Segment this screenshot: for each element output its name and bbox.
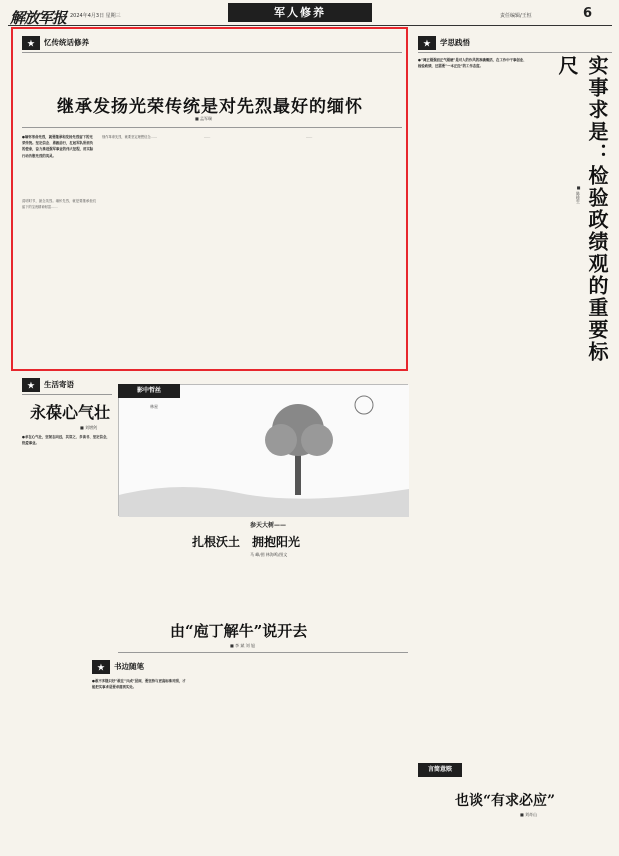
book-body-1 [22, 714, 88, 848]
right-body-2 [418, 380, 514, 738]
right-lead: ●“调正刚强而正气刚硬”是对人的作风的准确概括，在工作中干事创业、检验政绩，还需要“一本正经”的工作态度。 [418, 58, 527, 69]
main-lead: ●缅怀革命先烈，就要继承和发扬先烈留下的光荣传统。坚定信念、勇毅前行，扛起军队所肩负的使命，奋力推进强军事业的伟大征程，用实际行动告慰先烈的英灵。 [22, 135, 94, 158]
brief-author: ■ 刘奇山 [520, 812, 538, 817]
book-body-3 [194, 660, 290, 848]
main-col-4: …… [306, 135, 313, 139]
section-label: 书边随笔 [114, 662, 144, 671]
section-header-tradition [22, 36, 89, 50]
brief-body-1 [418, 820, 514, 850]
page-number: 6 [583, 6, 593, 21]
section-header-study [418, 36, 470, 50]
page-section-title: 军人修养 [228, 3, 372, 22]
main-headline[interactable]: 继承发扬光荣传统是对先烈最好的缅怀 [57, 97, 363, 117]
feature-text-3 [314, 560, 408, 602]
right-body-1 [418, 104, 528, 374]
book-lead: ●敢不多随只好“敢在”兴成”层面，要坚持与更高标准对照，才能把实事求是要求落到实处。 [92, 679, 186, 690]
feature-text-1 [118, 560, 212, 602]
book-body-2 [92, 726, 188, 848]
life-author: ■ 刘增剑 [80, 425, 98, 430]
section-label: 忆传统话修养 [44, 38, 89, 47]
book-body-4 [296, 660, 408, 848]
section-header-life [22, 378, 74, 392]
main-col-3: …… [204, 135, 211, 139]
art-section-label: 影中哲丝 [118, 384, 180, 398]
star-icon: ★ [22, 378, 40, 392]
section-label: 生活寄语 [44, 380, 74, 389]
section-header-book [92, 660, 144, 674]
art-author: 林星 [150, 404, 158, 409]
brief-section-label: 言简意赅 [418, 763, 462, 777]
paoding-author: ■ 李 斌 刘 旭 [230, 643, 255, 648]
issue-date: 2024年4月3日 星期三 [70, 13, 121, 19]
feature-title[interactable]: 扎根沃土 拥抱阳光 [192, 535, 301, 549]
main-col-2: 细作革命先烈，就要坚定理想信念…… [102, 135, 158, 139]
star-icon: ★ [92, 660, 110, 674]
feature-subtitle: 参天大树—— [250, 522, 287, 529]
main-col-1: 清明时节，最念英烈。缅怀先烈，就是要继承他们留下的宝贵精神财富…… [22, 199, 96, 210]
feature-text-2 [216, 560, 310, 602]
section-label: 学思践悟 [440, 38, 470, 47]
life-title[interactable]: 永葆心气壮 [30, 403, 111, 422]
brief-title[interactable]: 也谈“有求必应” [455, 793, 556, 809]
star-icon: ★ [22, 36, 40, 50]
star-icon: ★ [418, 36, 436, 50]
art-caption-text [122, 410, 174, 510]
right-author: ■ 陈桂生 [576, 185, 581, 204]
brief-body-2 [518, 820, 612, 850]
feature-credit: 马 峰/图 林海鸣/图文 [250, 552, 288, 557]
newspaper-logo: 解放军报 [10, 9, 67, 27]
life-lead: ●求在心气壮，坚韧志向远，其常之、多读书、坚定信念，热爱事业。 [22, 435, 110, 446]
editor-credit: 责任编辑/王恒 [500, 13, 532, 19]
right-body-3 [518, 380, 612, 738]
paoding-title[interactable]: 由“庖丁解牛”说开去 [170, 622, 308, 640]
right-vertical-title[interactable]: 实事求是：检验政绩观的重要标尺 [555, 55, 609, 363]
main-author: ■ 孟军瑞 [195, 116, 213, 121]
